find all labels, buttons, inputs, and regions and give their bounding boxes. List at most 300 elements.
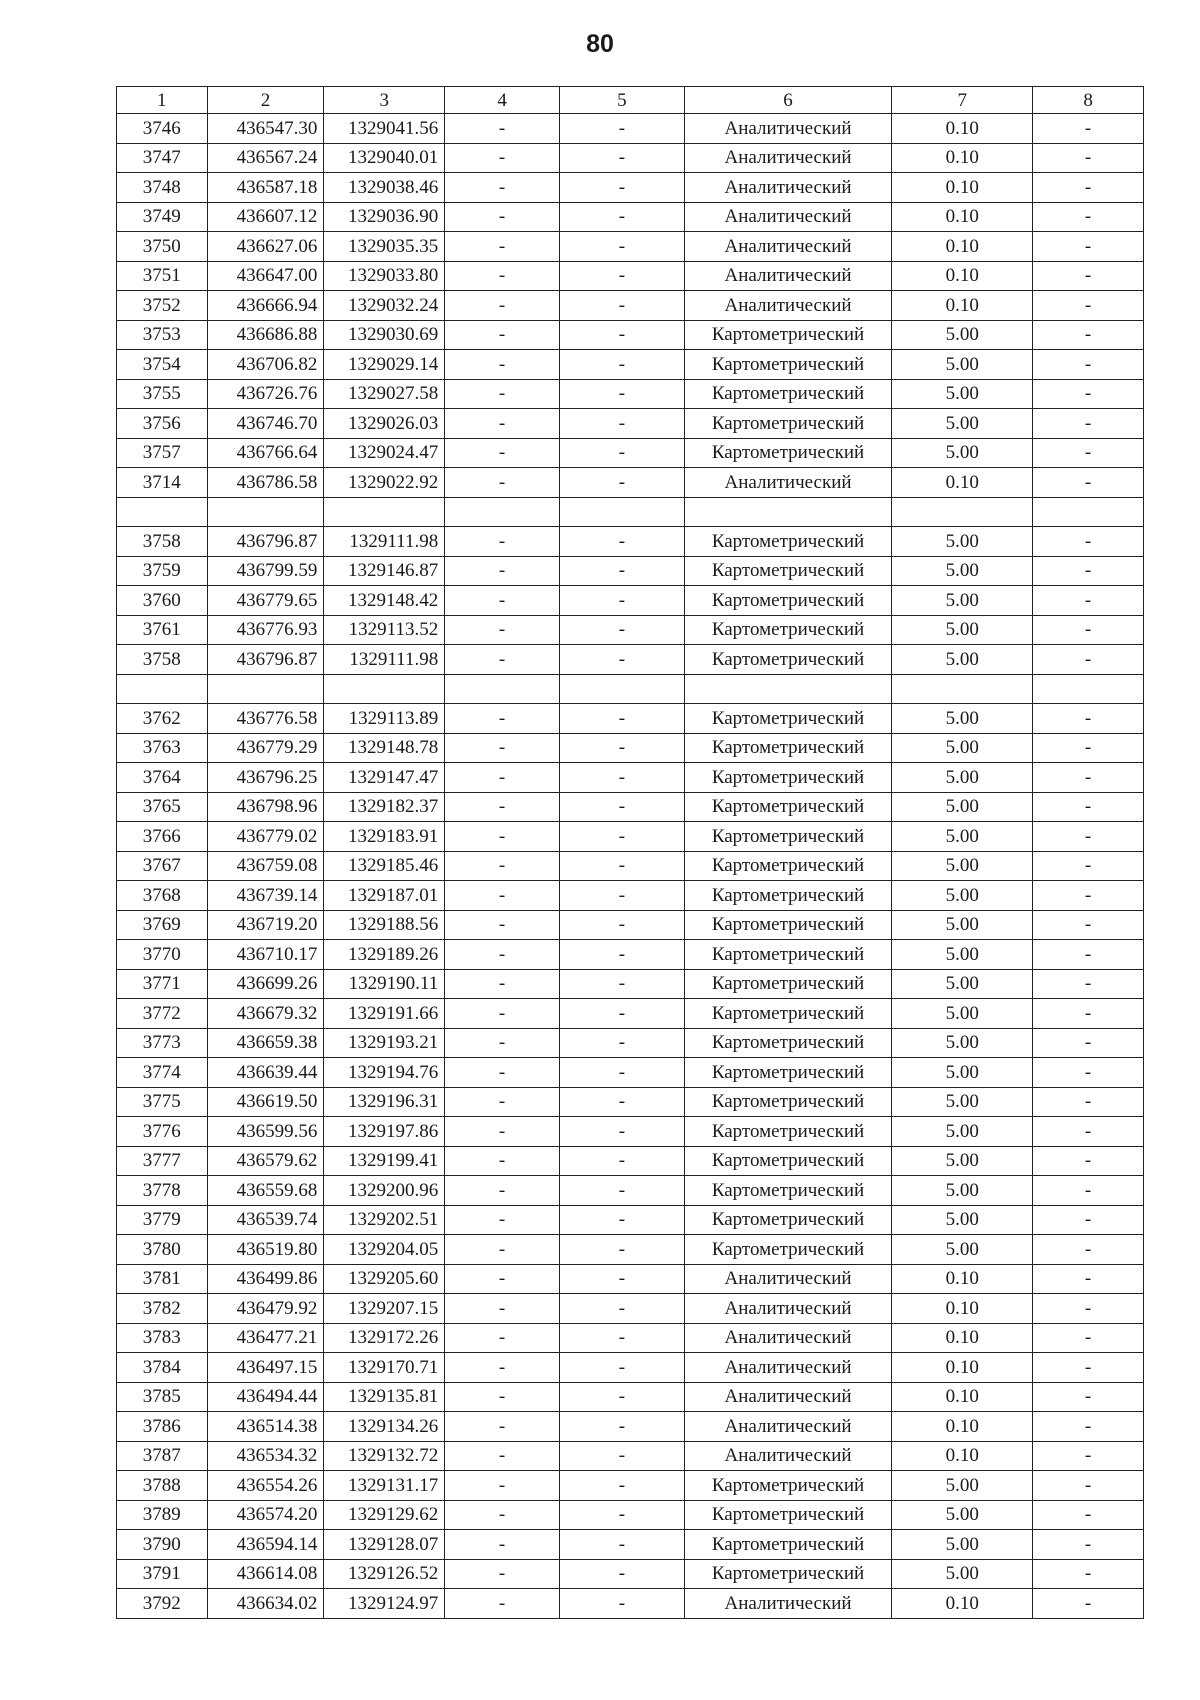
table-row <box>117 1117 1144 1147</box>
x-coordinate-cell: 436739.14 <box>207 881 324 911</box>
y-coordinate-cell: 1329027.58 <box>324 379 445 409</box>
column-header-7: 7 <box>892 87 1033 114</box>
point-number-cell: 3792 <box>117 1589 208 1619</box>
col4-cell: - <box>445 143 560 173</box>
table-row <box>117 556 1144 586</box>
y-coordinate-cell: 1329183.91 <box>324 822 445 852</box>
x-coordinate-cell: 436639.44 <box>207 1058 324 1088</box>
table-row <box>117 645 1144 675</box>
x-coordinate-cell <box>207 497 324 527</box>
col4-cell: - <box>445 1412 560 1442</box>
col4-cell: - <box>445 1235 560 1265</box>
accuracy-cell <box>892 497 1033 527</box>
method-cell <box>684 674 891 704</box>
table-row <box>117 763 1144 793</box>
col5-cell: - <box>559 851 684 881</box>
method-cell: Картометрический <box>684 1500 891 1530</box>
y-coordinate-cell <box>324 674 445 704</box>
x-coordinate-cell: 436514.38 <box>207 1412 324 1442</box>
y-coordinate-cell: 1329024.47 <box>324 438 445 468</box>
table-row <box>117 320 1144 350</box>
point-number-cell: 3769 <box>117 910 208 940</box>
x-coordinate-cell: 436499.86 <box>207 1264 324 1294</box>
table-row <box>117 1530 1144 1560</box>
accuracy-cell: 5.00 <box>892 320 1033 350</box>
col5-cell: - <box>559 1530 684 1560</box>
x-coordinate-cell: 436746.70 <box>207 409 324 439</box>
table-row <box>117 1058 1144 1088</box>
table-header <box>117 87 1144 114</box>
method-cell: Аналитический <box>684 1294 891 1324</box>
table-row <box>117 1500 1144 1530</box>
x-coordinate-cell: 436634.02 <box>207 1589 324 1619</box>
point-number-cell: 3767 <box>117 851 208 881</box>
x-coordinate-cell: 436799.59 <box>207 556 324 586</box>
table-row <box>117 202 1144 232</box>
y-coordinate-cell <box>324 497 445 527</box>
col8-cell: - <box>1033 1205 1144 1235</box>
col5-cell: - <box>559 881 684 911</box>
col8-cell: - <box>1033 1294 1144 1324</box>
col4-cell <box>445 674 560 704</box>
table-row <box>117 1087 1144 1117</box>
x-coordinate-cell: 436497.15 <box>207 1353 324 1383</box>
col5-cell: - <box>559 1323 684 1353</box>
col8-cell: - <box>1033 1441 1144 1471</box>
method-cell: Картометрический <box>684 1530 891 1560</box>
y-coordinate-cell: 1329026.03 <box>324 409 445 439</box>
table-row <box>117 1471 1144 1501</box>
accuracy-cell: 0.10 <box>892 1294 1033 1324</box>
col8-cell: - <box>1033 1117 1144 1147</box>
x-coordinate-cell: 436759.08 <box>207 851 324 881</box>
point-number-cell: 3714 <box>117 468 208 498</box>
x-coordinate-cell: 436776.58 <box>207 704 324 734</box>
col8-cell: - <box>1033 1028 1144 1058</box>
col8-cell: - <box>1033 379 1144 409</box>
col5-cell: - <box>559 792 684 822</box>
method-cell: Аналитический <box>684 1353 891 1383</box>
col5-cell: - <box>559 1028 684 1058</box>
table-row <box>117 940 1144 970</box>
col5-cell: - <box>559 1176 684 1206</box>
accuracy-cell: 5.00 <box>892 1087 1033 1117</box>
y-coordinate-cell: 1329033.80 <box>324 261 445 291</box>
method-cell: Аналитический <box>684 261 891 291</box>
point-number-cell: 3751 <box>117 261 208 291</box>
col5-cell: - <box>559 291 684 321</box>
col8-cell: - <box>1033 1353 1144 1383</box>
point-number-cell: 3780 <box>117 1235 208 1265</box>
y-coordinate-cell: 1329188.56 <box>324 910 445 940</box>
col4-cell: - <box>445 173 560 203</box>
point-number-cell: 3782 <box>117 1294 208 1324</box>
point-number-cell: 3758 <box>117 527 208 557</box>
col5-cell <box>559 497 684 527</box>
method-cell: Аналитический <box>684 1441 891 1471</box>
point-number-cell <box>117 674 208 704</box>
y-coordinate-cell: 1329207.15 <box>324 1294 445 1324</box>
y-coordinate-cell: 1329189.26 <box>324 940 445 970</box>
accuracy-cell: 0.10 <box>892 114 1033 144</box>
col8-cell: - <box>1033 910 1144 940</box>
method-cell: Аналитический <box>684 232 891 262</box>
col5-cell: - <box>559 1441 684 1471</box>
table-row <box>117 291 1144 321</box>
method-cell: Аналитический <box>684 468 891 498</box>
col4-cell: - <box>445 1117 560 1147</box>
x-coordinate-cell: 436686.88 <box>207 320 324 350</box>
method-cell: Картометрический <box>684 969 891 999</box>
method-cell: Картометрический <box>684 704 891 734</box>
col8-cell: - <box>1033 586 1144 616</box>
table-row <box>117 851 1144 881</box>
method-cell: Картометрический <box>684 940 891 970</box>
col5-cell: - <box>559 350 684 380</box>
col5-cell: - <box>559 1058 684 1088</box>
point-number-cell: 3789 <box>117 1500 208 1530</box>
method-cell: Аналитический <box>684 114 891 144</box>
column-header-2: 2 <box>207 87 324 114</box>
x-coordinate-cell: 436479.92 <box>207 1294 324 1324</box>
col8-cell: - <box>1033 1471 1144 1501</box>
table-row <box>117 1146 1144 1176</box>
col5-cell: - <box>559 232 684 262</box>
col8-cell: - <box>1033 556 1144 586</box>
table-row <box>117 822 1144 852</box>
col4-cell: - <box>445 1559 560 1589</box>
col8-cell: - <box>1033 143 1144 173</box>
point-number-cell: 3760 <box>117 586 208 616</box>
method-cell: Аналитический <box>684 1412 891 1442</box>
point-number-cell: 3757 <box>117 438 208 468</box>
accuracy-cell: 5.00 <box>892 438 1033 468</box>
col8-cell: - <box>1033 1146 1144 1176</box>
x-coordinate-cell: 436779.65 <box>207 586 324 616</box>
point-number-cell: 3758 <box>117 645 208 675</box>
accuracy-cell: 5.00 <box>892 586 1033 616</box>
col4-cell: - <box>445 763 560 793</box>
y-coordinate-cell: 1329040.01 <box>324 143 445 173</box>
accuracy-cell: 5.00 <box>892 1146 1033 1176</box>
x-coordinate-cell: 436627.06 <box>207 232 324 262</box>
col4-cell: - <box>445 1264 560 1294</box>
y-coordinate-cell: 1329030.69 <box>324 320 445 350</box>
table-row <box>117 1323 1144 1353</box>
accuracy-cell: 0.10 <box>892 1382 1033 1412</box>
x-coordinate-cell: 436579.62 <box>207 1146 324 1176</box>
point-number-cell: 3753 <box>117 320 208 350</box>
y-coordinate-cell: 1329113.52 <box>324 615 445 645</box>
col8-cell: - <box>1033 232 1144 262</box>
col4-cell: - <box>445 1294 560 1324</box>
col8-cell: - <box>1033 1589 1144 1619</box>
method-cell: Картометрический <box>684 910 891 940</box>
col4-cell: - <box>445 350 560 380</box>
y-coordinate-cell: 1329131.17 <box>324 1471 445 1501</box>
accuracy-cell: 0.10 <box>892 202 1033 232</box>
x-coordinate-cell: 436567.24 <box>207 143 324 173</box>
col4-cell: - <box>445 1176 560 1206</box>
col4-cell: - <box>445 1441 560 1471</box>
col8-cell: - <box>1033 1530 1144 1560</box>
col8-cell: - <box>1033 881 1144 911</box>
col8-cell: - <box>1033 261 1144 291</box>
method-cell: Картометрический <box>684 792 891 822</box>
accuracy-cell: 0.10 <box>892 1264 1033 1294</box>
col8-cell: - <box>1033 1382 1144 1412</box>
point-number-cell: 3748 <box>117 173 208 203</box>
col4-cell: - <box>445 1146 560 1176</box>
accuracy-cell: 0.10 <box>892 1353 1033 1383</box>
accuracy-cell: 5.00 <box>892 1559 1033 1589</box>
point-number-cell: 3778 <box>117 1176 208 1206</box>
col5-cell: - <box>559 438 684 468</box>
accuracy-cell: 0.10 <box>892 261 1033 291</box>
col5-cell: - <box>559 261 684 291</box>
col4-cell: - <box>445 645 560 675</box>
col5-cell: - <box>559 1500 684 1530</box>
col5-cell: - <box>559 1589 684 1619</box>
table-row <box>117 1235 1144 1265</box>
accuracy-cell: 5.00 <box>892 1176 1033 1206</box>
x-coordinate-cell: 436539.74 <box>207 1205 324 1235</box>
y-coordinate-cell: 1329113.89 <box>324 704 445 734</box>
col5-cell: - <box>559 379 684 409</box>
point-number-cell: 3756 <box>117 409 208 439</box>
x-coordinate-cell: 436726.76 <box>207 379 324 409</box>
method-cell: Аналитический <box>684 1382 891 1412</box>
col4-cell: - <box>445 409 560 439</box>
point-number-cell: 3749 <box>117 202 208 232</box>
col8-cell: - <box>1033 114 1144 144</box>
method-cell: Картометрический <box>684 1087 891 1117</box>
col5-cell: - <box>559 143 684 173</box>
method-cell: Картометрический <box>684 1235 891 1265</box>
accuracy-cell: 5.00 <box>892 822 1033 852</box>
col4-cell: - <box>445 1530 560 1560</box>
accuracy-cell: 5.00 <box>892 881 1033 911</box>
point-number-cell: 3776 <box>117 1117 208 1147</box>
col8-cell: - <box>1033 969 1144 999</box>
y-coordinate-cell: 1329205.60 <box>324 1264 445 1294</box>
col8-cell: - <box>1033 438 1144 468</box>
col8-cell: - <box>1033 1264 1144 1294</box>
accuracy-cell: 5.00 <box>892 379 1033 409</box>
point-number-cell: 3783 <box>117 1323 208 1353</box>
accuracy-cell: 5.00 <box>892 704 1033 734</box>
accuracy-cell: 5.00 <box>892 792 1033 822</box>
col4-cell: - <box>445 704 560 734</box>
y-coordinate-cell: 1329126.52 <box>324 1559 445 1589</box>
table-row <box>117 881 1144 911</box>
col4-cell: - <box>445 556 560 586</box>
accuracy-cell: 5.00 <box>892 350 1033 380</box>
col5-cell: - <box>559 173 684 203</box>
col8-cell: - <box>1033 1235 1144 1265</box>
x-coordinate-cell: 436594.14 <box>207 1530 324 1560</box>
point-number-cell: 3764 <box>117 763 208 793</box>
page-number: 80 <box>586 30 614 58</box>
y-coordinate-cell: 1329191.66 <box>324 999 445 1029</box>
method-cell: Картометрический <box>684 822 891 852</box>
y-coordinate-cell: 1329036.90 <box>324 202 445 232</box>
col4-cell: - <box>445 1058 560 1088</box>
y-coordinate-cell: 1329202.51 <box>324 1205 445 1235</box>
y-coordinate-cell: 1329132.72 <box>324 1441 445 1471</box>
y-coordinate-cell: 1329197.86 <box>324 1117 445 1147</box>
x-coordinate-cell: 436796.87 <box>207 645 324 675</box>
table-row <box>117 379 1144 409</box>
x-coordinate-cell: 436796.25 <box>207 763 324 793</box>
method-cell: Аналитический <box>684 202 891 232</box>
accuracy-cell: 5.00 <box>892 409 1033 439</box>
point-number-cell: 3774 <box>117 1058 208 1088</box>
col8-cell: - <box>1033 733 1144 763</box>
y-coordinate-cell: 1329147.47 <box>324 763 445 793</box>
col4-cell: - <box>445 1353 560 1383</box>
table-row <box>117 1589 1144 1619</box>
col4-cell: - <box>445 202 560 232</box>
col5-cell: - <box>559 1382 684 1412</box>
method-cell: Картометрический <box>684 438 891 468</box>
accuracy-cell: 0.10 <box>892 173 1033 203</box>
col5-cell: - <box>559 615 684 645</box>
table-row <box>117 999 1144 1029</box>
y-coordinate-cell: 1329134.26 <box>324 1412 445 1442</box>
col4-cell: - <box>445 1028 560 1058</box>
accuracy-cell <box>892 674 1033 704</box>
col5-cell: - <box>559 1117 684 1147</box>
x-coordinate-cell: 436798.96 <box>207 792 324 822</box>
accuracy-cell: 5.00 <box>892 940 1033 970</box>
method-cell: Картометрический <box>684 409 891 439</box>
y-coordinate-cell: 1329185.46 <box>324 851 445 881</box>
col8-cell: - <box>1033 1412 1144 1442</box>
point-number-cell: 3761 <box>117 615 208 645</box>
point-number-cell: 3790 <box>117 1530 208 1560</box>
accuracy-cell: 5.00 <box>892 969 1033 999</box>
point-number-cell <box>117 497 208 527</box>
x-coordinate-cell: 436706.82 <box>207 350 324 380</box>
method-cell: Аналитический <box>684 291 891 321</box>
table-row <box>117 1264 1144 1294</box>
point-number-cell: 3770 <box>117 940 208 970</box>
col4-cell: - <box>445 468 560 498</box>
col4-cell: - <box>445 733 560 763</box>
col8-cell: - <box>1033 350 1144 380</box>
x-coordinate-cell: 436534.32 <box>207 1441 324 1471</box>
y-coordinate-cell: 1329170.71 <box>324 1353 445 1383</box>
col8-cell <box>1033 674 1144 704</box>
table-row <box>117 468 1144 498</box>
accuracy-cell: 0.10 <box>892 468 1033 498</box>
y-coordinate-cell: 1329182.37 <box>324 792 445 822</box>
point-number-cell: 3785 <box>117 1382 208 1412</box>
accuracy-cell: 5.00 <box>892 1500 1033 1530</box>
x-coordinate-cell: 436614.08 <box>207 1559 324 1589</box>
accuracy-cell: 0.10 <box>892 1441 1033 1471</box>
col4-cell: - <box>445 969 560 999</box>
accuracy-cell: 5.00 <box>892 1058 1033 1088</box>
x-coordinate-cell: 436796.87 <box>207 527 324 557</box>
point-number-cell: 3752 <box>117 291 208 321</box>
table-row <box>117 1382 1144 1412</box>
point-number-cell: 3771 <box>117 969 208 999</box>
point-number-cell: 3787 <box>117 1441 208 1471</box>
method-cell: Картометрический <box>684 1471 891 1501</box>
col4-cell: - <box>445 1087 560 1117</box>
col5-cell: - <box>559 1353 684 1383</box>
col4-cell: - <box>445 232 560 262</box>
col8-cell: - <box>1033 822 1144 852</box>
col5-cell: - <box>559 1471 684 1501</box>
y-coordinate-cell: 1329135.81 <box>324 1382 445 1412</box>
col8-cell: - <box>1033 1087 1144 1117</box>
col5-cell: - <box>559 1264 684 1294</box>
method-cell: Картометрический <box>684 1117 891 1147</box>
col4-cell: - <box>445 1471 560 1501</box>
y-coordinate-cell: 1329035.35 <box>324 232 445 262</box>
x-coordinate-cell: 436786.58 <box>207 468 324 498</box>
y-coordinate-cell: 1329124.97 <box>324 1589 445 1619</box>
method-cell: Картометрический <box>684 1559 891 1589</box>
col8-cell <box>1033 497 1144 527</box>
col8-cell: - <box>1033 792 1144 822</box>
accuracy-cell: 5.00 <box>892 999 1033 1029</box>
accuracy-cell: 5.00 <box>892 1028 1033 1058</box>
accuracy-cell: 0.10 <box>892 291 1033 321</box>
method-cell: Картометрический <box>684 763 891 793</box>
method-cell: Аналитический <box>684 1264 891 1294</box>
col5-cell: - <box>559 527 684 557</box>
col8-cell: - <box>1033 409 1144 439</box>
x-coordinate-cell: 436679.32 <box>207 999 324 1029</box>
x-coordinate-cell: 436494.44 <box>207 1382 324 1412</box>
y-coordinate-cell: 1329193.21 <box>324 1028 445 1058</box>
y-coordinate-cell: 1329194.76 <box>324 1058 445 1088</box>
x-coordinate-cell: 436719.20 <box>207 910 324 940</box>
col4-cell: - <box>445 615 560 645</box>
point-number-cell: 3765 <box>117 792 208 822</box>
col8-cell: - <box>1033 173 1144 203</box>
col8-cell: - <box>1033 763 1144 793</box>
column-header-1: 1 <box>117 87 208 114</box>
table-row <box>117 114 1144 144</box>
col5-cell: - <box>559 704 684 734</box>
method-cell: Картометрический <box>684 881 891 911</box>
col5-cell <box>559 674 684 704</box>
col5-cell: - <box>559 468 684 498</box>
y-coordinate-cell: 1329190.11 <box>324 969 445 999</box>
method-cell: Картометрический <box>684 320 891 350</box>
col8-cell: - <box>1033 645 1144 675</box>
col4-cell: - <box>445 1382 560 1412</box>
col5-cell: - <box>559 320 684 350</box>
col8-cell: - <box>1033 1176 1144 1206</box>
point-number-cell: 3762 <box>117 704 208 734</box>
col5-cell: - <box>559 733 684 763</box>
table-row <box>117 527 1144 557</box>
col4-cell: - <box>445 940 560 970</box>
col4-cell: - <box>445 822 560 852</box>
col5-cell: - <box>559 940 684 970</box>
x-coordinate-cell: 436599.56 <box>207 1117 324 1147</box>
coordinates-table <box>116 86 1144 1619</box>
method-cell: Картометрический <box>684 645 891 675</box>
header-row <box>117 87 1144 114</box>
y-coordinate-cell: 1329172.26 <box>324 1323 445 1353</box>
